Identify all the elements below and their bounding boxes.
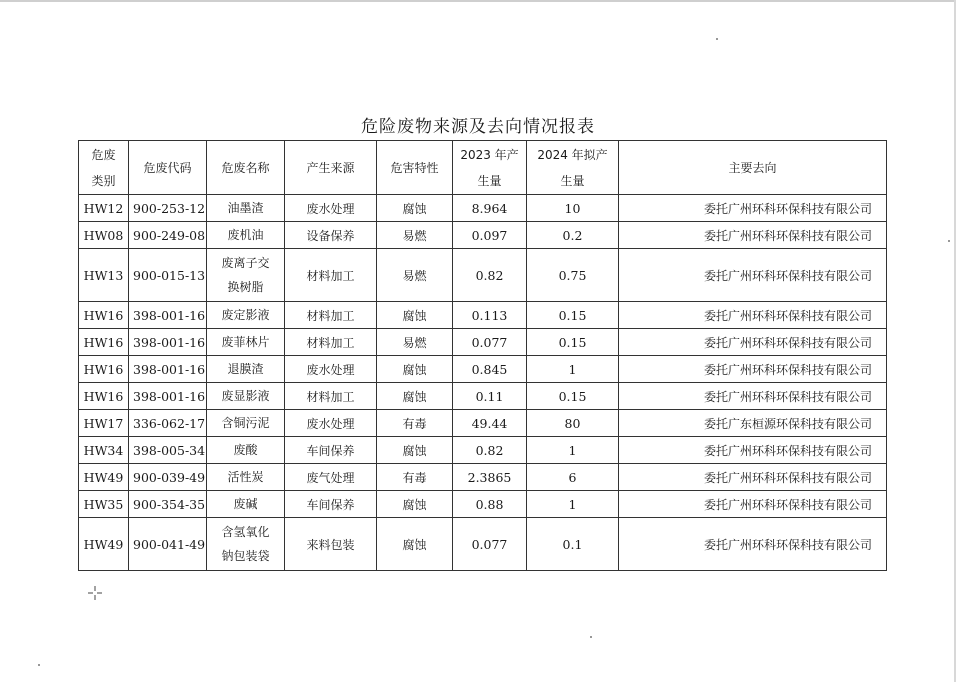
cell-source: 设备保养: [285, 222, 377, 249]
cell-y2024: 6: [527, 464, 619, 491]
cell-code: 398-001-16: [129, 383, 207, 410]
cell-y2023: 0.11: [453, 383, 527, 410]
scan-speck: [38, 664, 40, 666]
cell-category: HW16: [79, 383, 129, 410]
cell-hazard: 腐蚀: [377, 302, 453, 329]
cell-category: HW35: [79, 491, 129, 518]
cell-destination: 委托广东桓源环保科技有限公司: [619, 410, 887, 437]
cell-y2023: 0.097: [453, 222, 527, 249]
cell-hazard: 腐蚀: [377, 383, 453, 410]
table-row: [79, 195, 887, 222]
cell-name: 废机油: [207, 222, 285, 249]
cell-code: 900-354-35: [129, 491, 207, 518]
cell-destination: 委托广州环科环保科技有限公司: [619, 383, 887, 410]
cell-code: 336-062-17: [129, 410, 207, 437]
table-row: [79, 383, 887, 410]
cell-name: 废菲林片: [207, 329, 285, 356]
cell-y2024: 0.75: [527, 249, 619, 302]
cell-y2023: 2.3865: [453, 464, 527, 491]
header-2024: 2024 年拟产 生量: [527, 141, 619, 195]
cell-category: HW34: [79, 437, 129, 464]
cell-code: 900-253-12: [129, 195, 207, 222]
cell-y2023: 49.44: [453, 410, 527, 437]
cell-name: 活性炭: [207, 464, 285, 491]
scan-speck: [716, 38, 718, 40]
cell-hazard: 有毒: [377, 410, 453, 437]
cell-category: HW49: [79, 464, 129, 491]
cell-category: HW17: [79, 410, 129, 437]
header-destination: 主要去向: [619, 141, 887, 195]
cell-name: 油墨渣: [207, 195, 285, 222]
table-row: [79, 302, 887, 329]
cell-destination: 委托广州环科环保科技有限公司: [619, 222, 887, 249]
table-row: [79, 329, 887, 356]
table-row: [79, 249, 887, 302]
cell-category: HW16: [79, 356, 129, 383]
cell-y2023: 0.113: [453, 302, 527, 329]
header-category: 危废 类别: [79, 141, 129, 195]
cell-category: HW08: [79, 222, 129, 249]
cell-hazard: 易燃: [377, 329, 453, 356]
cell-y2023: 8.964: [453, 195, 527, 222]
cell-y2023: 0.077: [453, 329, 527, 356]
table-row: [79, 491, 887, 518]
table-row: [79, 356, 887, 383]
cell-y2024: 0.15: [527, 302, 619, 329]
cell-hazard: 腐蚀: [377, 491, 453, 518]
cell-hazard: 腐蚀: [377, 195, 453, 222]
cell-name: 废离子交 换树脂: [207, 249, 285, 302]
cell-category: HW13: [79, 249, 129, 302]
scan-speck: [590, 636, 592, 638]
cell-y2024: 80: [527, 410, 619, 437]
cell-category: HW16: [79, 302, 129, 329]
cell-y2023: 0.82: [453, 437, 527, 464]
cell-code: 398-001-16: [129, 302, 207, 329]
table-header-row: [79, 141, 887, 195]
cell-source: 废水处理: [285, 410, 377, 437]
cell-y2024: 0.15: [527, 329, 619, 356]
table-row: [79, 410, 887, 437]
cell-destination: 委托广州环科环保科技有限公司: [619, 302, 887, 329]
cell-source: 材料加工: [285, 383, 377, 410]
cell-y2024: 0.1: [527, 518, 619, 571]
cell-name: 含铜污泥: [207, 410, 285, 437]
crosshair-mark-icon: [88, 586, 102, 600]
cell-name: 废酸: [207, 437, 285, 464]
cell-y2024: 1: [527, 356, 619, 383]
cell-y2024: 0.15: [527, 383, 619, 410]
cell-category: HW12: [79, 195, 129, 222]
cell-code: 900-015-13: [129, 249, 207, 302]
cell-category: HW49: [79, 518, 129, 571]
cell-y2024: 10: [527, 195, 619, 222]
cell-y2023: 0.845: [453, 356, 527, 383]
cell-hazard: 腐蚀: [377, 356, 453, 383]
table-row: [79, 464, 887, 491]
cell-destination: 委托广州环科环保科技有限公司: [619, 195, 887, 222]
page-edge-top: [0, 0, 956, 2]
cell-name: 含氢氧化 钠包装袋: [207, 518, 285, 571]
cell-category: HW16: [79, 329, 129, 356]
cell-y2023: 0.077: [453, 518, 527, 571]
header-code: 危废代码: [129, 141, 207, 195]
cell-destination: 委托广州环科环保科技有限公司: [619, 491, 887, 518]
hazardous-waste-table: [78, 140, 887, 571]
cell-hazard: 腐蚀: [377, 518, 453, 571]
cell-name: 废碱: [207, 491, 285, 518]
cell-hazard: 易燃: [377, 222, 453, 249]
cell-name: 废显影液: [207, 383, 285, 410]
cell-y2024: 1: [527, 437, 619, 464]
cell-source: 废水处理: [285, 195, 377, 222]
cell-source: 废水处理: [285, 356, 377, 383]
cell-hazard: 腐蚀: [377, 437, 453, 464]
cell-code: 398-001-16: [129, 356, 207, 383]
cell-source: 材料加工: [285, 249, 377, 302]
cell-code: 900-039-49: [129, 464, 207, 491]
header-hazard: 危害特性: [377, 141, 453, 195]
header-name: 危废名称: [207, 141, 285, 195]
cell-name: 废定影液: [207, 302, 285, 329]
cell-code: 900-249-08: [129, 222, 207, 249]
cell-y2023: 0.82: [453, 249, 527, 302]
cell-code: 398-001-16: [129, 329, 207, 356]
scan-speck: [948, 240, 950, 242]
cell-destination: 委托广州环科环保科技有限公司: [619, 464, 887, 491]
cell-name: 退膜渣: [207, 356, 285, 383]
cell-destination: 委托广州环科环保科技有限公司: [619, 329, 887, 356]
cell-hazard: 有毒: [377, 464, 453, 491]
table-row: [79, 222, 887, 249]
table-row: [79, 518, 887, 571]
cell-code: 398-005-34: [129, 437, 207, 464]
cell-y2023: 0.88: [453, 491, 527, 518]
cell-source: 车间保养: [285, 491, 377, 518]
header-source: 产生来源: [285, 141, 377, 195]
cell-code: 900-041-49: [129, 518, 207, 571]
cell-y2024: 0.2: [527, 222, 619, 249]
cell-hazard: 易燃: [377, 249, 453, 302]
cell-source: 材料加工: [285, 329, 377, 356]
header-2023: 2023 年产 生量: [453, 141, 527, 195]
cell-source: 车间保养: [285, 437, 377, 464]
report-title: 危险废物来源及去向情况报表: [361, 117, 595, 137]
cell-source: 废气处理: [285, 464, 377, 491]
cell-source: 材料加工: [285, 302, 377, 329]
cell-destination: 委托广州环科环保科技有限公司: [619, 249, 887, 302]
cell-source: 来料包装: [285, 518, 377, 571]
cell-y2024: 1: [527, 491, 619, 518]
cell-destination: 委托广州环科环保科技有限公司: [619, 356, 887, 383]
cell-destination: 委托广州环科环保科技有限公司: [619, 437, 887, 464]
table-row: [79, 437, 887, 464]
cell-destination: 委托广州环科环保科技有限公司: [619, 518, 887, 571]
